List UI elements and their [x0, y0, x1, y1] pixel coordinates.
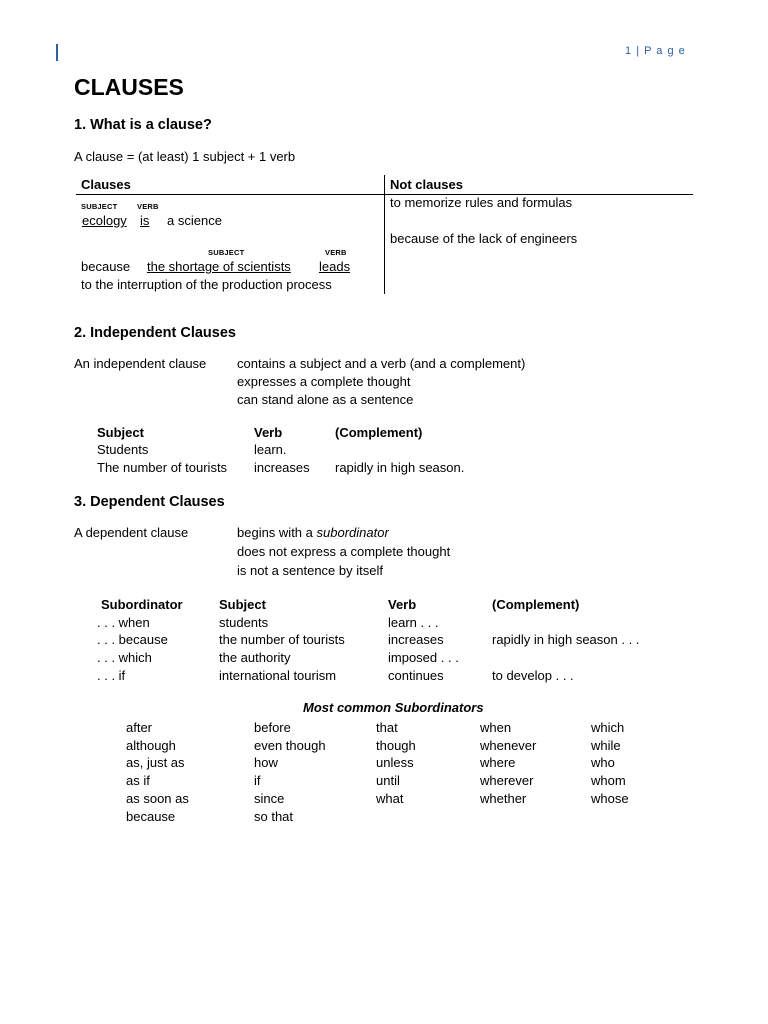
- dependent-point-3: is not a sentence by itself: [237, 563, 383, 578]
- subordinator-word: when: [480, 720, 512, 735]
- independent-point-1: contains a subject and a verb (and a complement): [237, 356, 526, 371]
- independent-point-2: expresses a complete thought: [237, 374, 411, 389]
- dep-row1-subordinator: . . . when: [97, 615, 150, 630]
- ex2-verb-tag: VERB: [325, 248, 347, 257]
- ind-row2-subject: The number of tourists: [97, 460, 228, 475]
- ind-row1-subject: Students: [97, 442, 149, 457]
- dep-header-complement: (Complement): [492, 597, 580, 612]
- dependent-point-1-emphasis: subordinator: [316, 525, 389, 540]
- ex2-rest: to the interruption of the production process: [81, 277, 332, 292]
- subordinator-word: wherever: [480, 773, 534, 788]
- ex1-rest: a science: [167, 213, 222, 228]
- subordinator-word: though: [376, 738, 416, 753]
- subordinator-word: although: [126, 738, 176, 753]
- dep-row2-verb: increases: [388, 632, 444, 647]
- subordinator-word: as, just as: [126, 755, 185, 770]
- subordinator-word: because: [126, 809, 176, 824]
- subordinator-word: even though: [254, 738, 326, 753]
- subordinator-word: how: [254, 755, 278, 770]
- dep-header-subject: Subject: [219, 597, 266, 612]
- ind-header-complement: (Complement): [335, 425, 423, 440]
- dep-row3-verb: imposed . . .: [388, 650, 459, 665]
- ex2-lead: because: [81, 259, 131, 274]
- ex2-subject-tag: SUBJECT: [208, 248, 245, 257]
- subordinator-word: whenever: [480, 738, 537, 753]
- dep-row2-complement: rapidly in high season . . .: [492, 632, 640, 647]
- dependent-point-1-prefix: begins with a: [237, 525, 317, 540]
- subordinator-word: whether: [480, 791, 527, 806]
- subordinators-title: Most common Subordinators: [303, 700, 484, 715]
- subordinator-word: if: [254, 773, 261, 788]
- section1-heading: 1. What is a clause?: [74, 117, 212, 133]
- dependent-point-2: does not express a complete thought: [237, 544, 451, 559]
- subordinator-word: who: [591, 755, 615, 770]
- dep-header-verb: Verb: [388, 597, 417, 612]
- independent-point-3: can stand alone as a sentence: [237, 392, 414, 407]
- ex1-subject: ecology: [82, 213, 127, 228]
- clause-definition: A clause = (at least) 1 subject + 1 verb: [74, 149, 296, 164]
- subordinator-word: before: [254, 720, 291, 735]
- subordinator-word: unless: [376, 755, 414, 770]
- subordinator-word: so that: [254, 809, 294, 824]
- subordinator-word: until: [376, 773, 400, 788]
- not-clause-2: because of the lack of engineers: [390, 231, 578, 246]
- ind-header-verb: Verb: [254, 425, 283, 440]
- subordinator-word: as soon as: [126, 791, 189, 806]
- margin-marker: [56, 44, 58, 61]
- page-header: [625, 45, 686, 57]
- dep-row1-verb: learn . . .: [388, 615, 439, 630]
- table-column-divider: [384, 175, 385, 294]
- dep-row4-verb: continues: [388, 668, 444, 683]
- ex1-subject-tag: SUBJECT: [81, 202, 118, 211]
- dep-row4-subordinator: . . . if: [97, 668, 126, 683]
- subordinator-word: while: [591, 738, 621, 753]
- page-number: 1: [625, 45, 633, 57]
- ind-row2-complement: rapidly in high season.: [335, 460, 465, 475]
- ex2-subject: the shortage of scientists: [147, 259, 291, 274]
- dep-header-subordinator: Subordinator: [101, 597, 183, 612]
- subordinator-word: whose: [591, 791, 629, 806]
- page-label: | P a g e: [636, 45, 686, 57]
- subordinator-word: that: [376, 720, 398, 735]
- not-clause-1: to memorize rules and formulas: [390, 195, 573, 210]
- dependent-lead: A dependent clause: [74, 525, 189, 540]
- dependent-point-1: [237, 525, 389, 540]
- section3-heading: 3. Dependent Clauses: [74, 494, 225, 510]
- subordinator-word: after: [126, 720, 153, 735]
- subordinator-word: whom: [591, 773, 626, 788]
- ex1-verb-tag: VERB: [137, 202, 159, 211]
- section2-heading: 2. Independent Clauses: [74, 325, 236, 341]
- subordinator-word: as if: [126, 773, 150, 788]
- ind-header-subject: Subject: [97, 425, 144, 440]
- subordinator-word: which: [591, 720, 625, 735]
- dep-row3-subject: the authority: [219, 650, 291, 665]
- dep-row4-subject: international tourism: [219, 668, 337, 683]
- subordinator-word: what: [376, 791, 404, 806]
- dep-row2-subordinator: . . . because: [97, 632, 168, 647]
- ex2-verb: leads: [319, 259, 351, 274]
- subordinator-word: since: [254, 791, 285, 806]
- ind-row2-verb: increases: [254, 460, 310, 475]
- dep-row2-subject: the number of tourists: [219, 632, 345, 647]
- independent-lead: An independent clause: [74, 356, 207, 371]
- page-title: CLAUSES: [74, 74, 184, 100]
- subordinator-word: where: [480, 755, 516, 770]
- col-header-clauses: Clauses: [81, 177, 131, 192]
- ind-row1-verb: learn.: [254, 442, 287, 457]
- dep-row1-subject: students: [219, 615, 269, 630]
- ex1-verb: is: [140, 213, 150, 228]
- col-header-not-clauses: Not clauses: [390, 177, 463, 192]
- dep-row3-subordinator: . . . which: [97, 650, 152, 665]
- dep-row4-complement: to develop . . .: [492, 668, 574, 683]
